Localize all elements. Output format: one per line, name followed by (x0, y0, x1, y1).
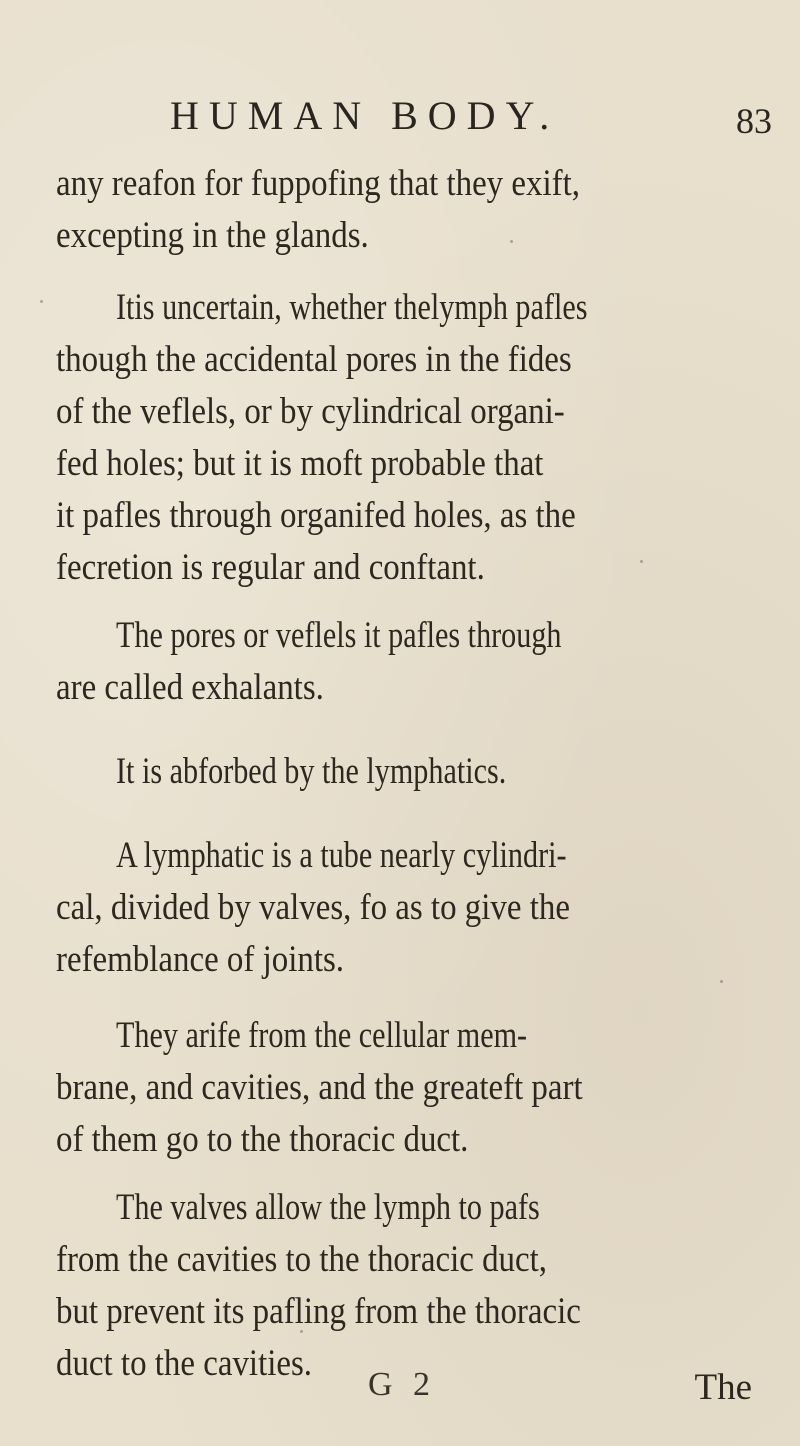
text-line: refemblance of joints. (56, 939, 345, 980)
text-line: of them go to the thoracic duct. (56, 1119, 469, 1160)
text-line: cal, divided by valves, fo as to give the (56, 887, 570, 928)
text-line: though the accidental pores in the fides (56, 339, 572, 380)
catchword: The (694, 1367, 752, 1408)
text-line: Itis uncertain, whether thelymph pafles (116, 287, 588, 328)
text-line: any reafon for fuppofing that they exift, (56, 163, 580, 204)
text-line: The pores or veflels it pafles through (116, 615, 562, 656)
page-footer (0, 1366, 800, 1416)
text-line: it pafles through organifed holes, as the (56, 495, 576, 536)
text-line: brane, and cavities, and the greateft part (56, 1067, 583, 1108)
body-text (0, 160, 800, 1384)
paper-speck (510, 240, 513, 243)
text-line: duct to the cavities. (56, 1343, 313, 1384)
text-line: are called exhalants. (56, 667, 324, 708)
text-line: fecretion is regular and conftant. (56, 547, 485, 588)
paper-speck (300, 1330, 303, 1333)
paper-speck (640, 560, 643, 563)
running-head: HUMAN BODY. (170, 93, 560, 138)
text-line: The valves allow the lymph to pafs (116, 1187, 540, 1228)
page-header (0, 92, 800, 142)
paper-speck (720, 980, 723, 983)
signature-mark: G 2 (368, 1366, 437, 1403)
paper-speck (40, 300, 43, 303)
text-line: from the cavities to the thoracic duct, (56, 1239, 548, 1280)
text-line: A lymphatic is a tube nearly cylindri- (116, 835, 567, 876)
text-line: fed holes; but it is moft probable that (56, 443, 544, 484)
text-line: They arife from the cellular mem- (116, 1015, 528, 1056)
text-line: It is abforbed by the lymphatics. (116, 751, 507, 792)
text-line: excepting in the glands. (56, 215, 369, 256)
text-line: but prevent its pafling from the thoracic (56, 1291, 581, 1332)
text-line: of the veflels, or by cylindrical organi- (56, 391, 565, 432)
page-number: 83 (736, 101, 772, 141)
